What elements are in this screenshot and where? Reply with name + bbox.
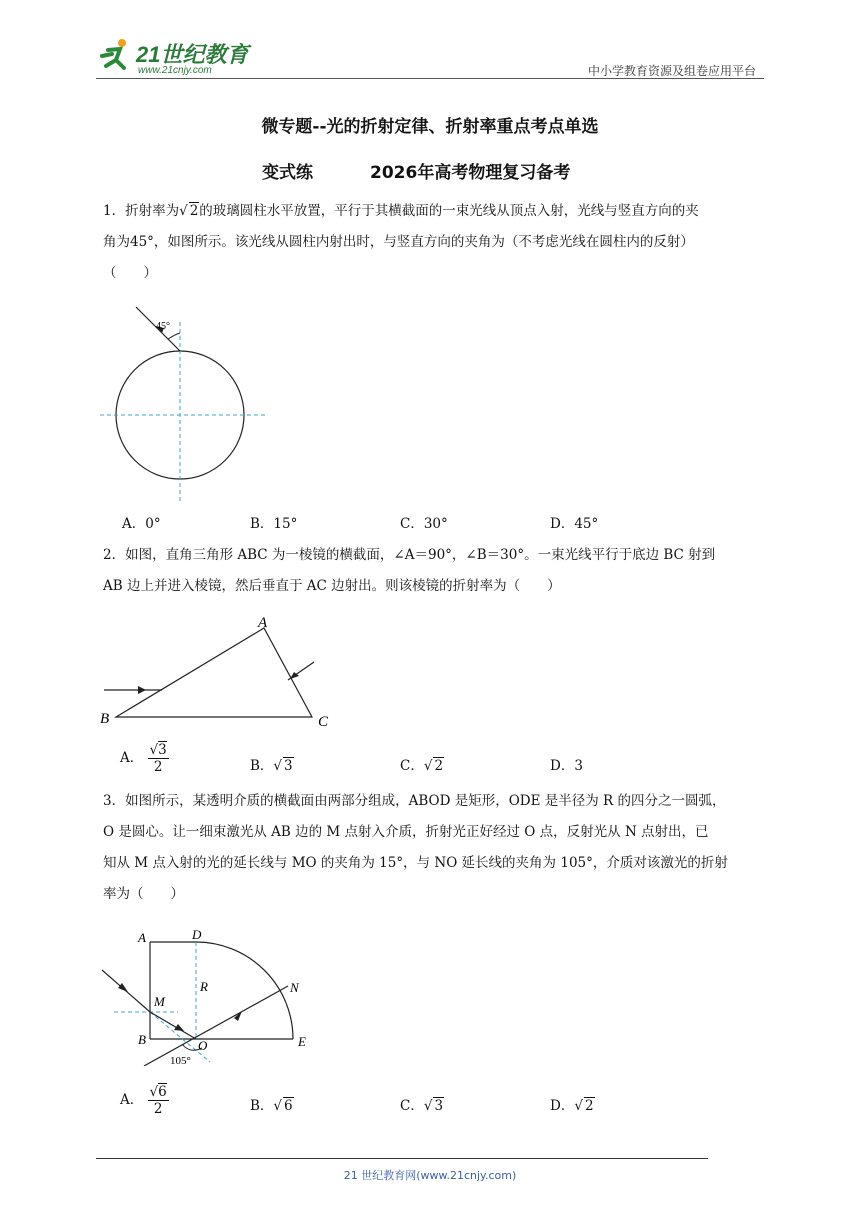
title-line2-right: 2026年高考物理复习备考 xyxy=(370,163,571,183)
runner-logo-icon xyxy=(96,36,136,76)
q3-option-d[interactable]: D．√ 2 xyxy=(550,1098,594,1114)
platform-text: 中小学教育资源及组卷应用平台 xyxy=(587,64,756,78)
frac-sqrt3-over-2: $\frac{√3}{2}$ xyxy=(149,742,167,775)
svg-text:R: R xyxy=(200,979,208,994)
logo-text: 21世纪教育 xyxy=(136,42,249,67)
svg-text:A: A xyxy=(138,930,146,945)
logo-url: www.21cnjy.com xyxy=(138,65,212,76)
q2-text: 2．如图，直角三角形 ABC 为一棱镜的横截面，∠A＝90°，∠B＝30°。一束光线平行于底边 BC 射到 AB 边上并进入棱镜，然后垂直于 AC 边射出。则该棱镜的折射率为（ ） xyxy=(103,547,716,594)
svg-text:O: O xyxy=(198,1038,208,1053)
footer-text[interactable]: 21 世纪教育网(www.21cnjy.com) xyxy=(343,1169,517,1182)
title-line2-left: 变式练 xyxy=(262,163,313,183)
page-title: 微专题--光的折射定律、折射率重点考点单选 xyxy=(261,117,599,137)
svg-text:A: A xyxy=(258,615,268,631)
svg-text:105°: 105° xyxy=(170,1055,191,1066)
header-logo xyxy=(96,36,266,80)
header-rule xyxy=(96,78,764,79)
frac-sqrt6-over-2: $\frac{√6}{2}$ xyxy=(149,1084,167,1117)
svg-text:M: M xyxy=(154,994,165,1009)
svg-text:B: B xyxy=(138,1032,146,1047)
q2-option-c[interactable]: C．√ 2 xyxy=(400,758,444,774)
q1-option-c[interactable]: C．30° xyxy=(400,516,448,532)
svg-text:45°: 45° xyxy=(156,321,170,332)
q1-option-b[interactable]: B．15° xyxy=(250,516,298,532)
q2-option-d[interactable]: D．3 xyxy=(550,758,583,774)
q1-text: 1．折射率为√ 2的玻璃圆柱水平放置，平行于其横截面的一束光线从顶点入射，光线与竖直方向的夹 角为45°，如图所示。该光线从圆柱内射出时，与竖直方向的夹角为（不考虑光线在圆柱内的反射） （ ） xyxy=(103,196,763,289)
svg-text:D: D xyxy=(192,927,202,942)
q1-option-a[interactable]: A．0° xyxy=(122,516,161,532)
q3-figure xyxy=(98,926,338,1066)
svg-text:C: C xyxy=(318,714,329,730)
svg-text:E: E xyxy=(298,1034,306,1049)
q2-option-b[interactable]: B．√ 3 xyxy=(250,758,293,774)
q3-text: 3．如图所示，某透明介质的横截面由两部分组成，ABOD 是矩形，ODE 是半径为 R 的四分之一圆弧， O 是圆心。让一细束激光从 AB 边的 M 点射入介质，折射光正好经过 O 点，反射光从 N 点射出，已 知从 M 点入射的光的延长线与 MO 的夹角为 15°，与 NO 延长线的夹角为 105°，介质对该激光的折射 率为（ ） xyxy=(103,793,728,902)
svg-text:B: B xyxy=(100,711,110,727)
sqrt-2: √ 2 xyxy=(179,203,199,219)
q2-figure xyxy=(98,612,338,732)
q3-option-c[interactable]: C．√ 3 xyxy=(400,1098,444,1114)
q3-option-a[interactable]: A． $\frac{√6}{2}$ xyxy=(120,1084,167,1117)
q3-option-b[interactable]: B．√ 6 xyxy=(250,1098,293,1114)
footer-rule xyxy=(96,1158,708,1159)
q1-option-d[interactable]: D．45° xyxy=(550,516,599,532)
svg-text:N: N xyxy=(290,980,299,995)
q2-option-a[interactable]: A． $\frac{√3}{2}$ xyxy=(120,742,167,775)
q1-figure xyxy=(96,302,276,502)
